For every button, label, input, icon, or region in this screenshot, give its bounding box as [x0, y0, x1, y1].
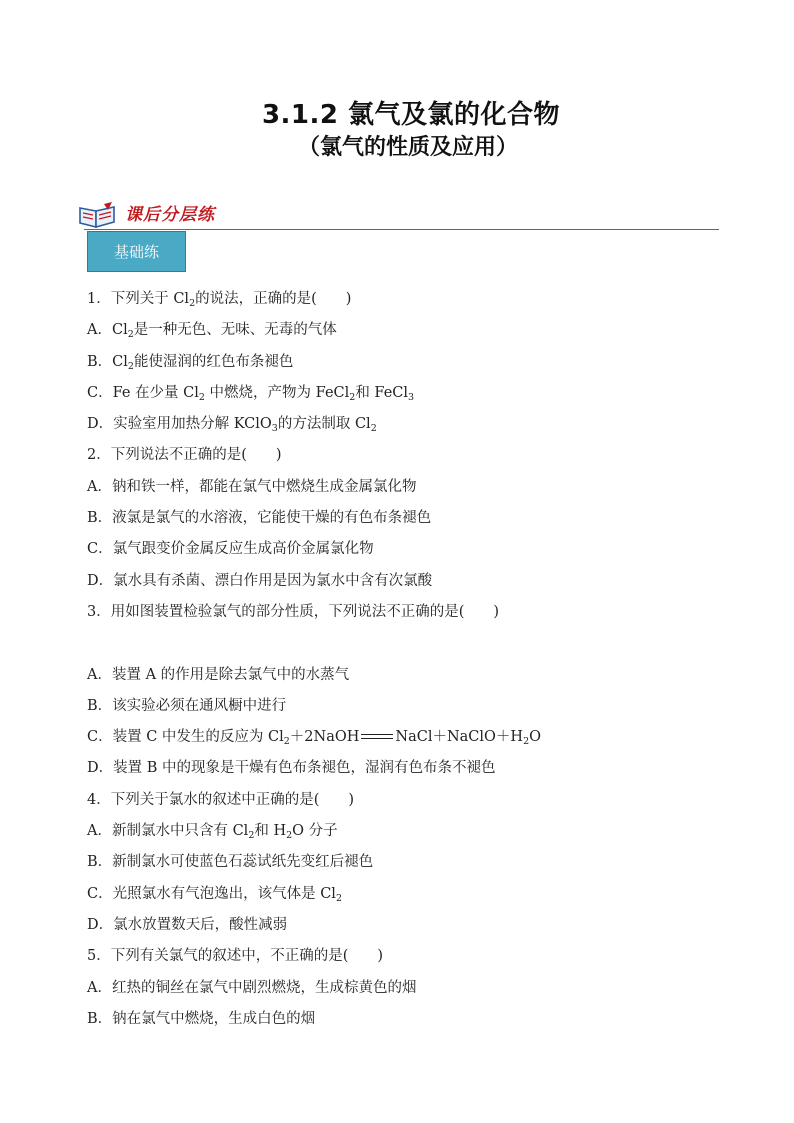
figure-placeholder: [87, 628, 727, 659]
question-stem: 4．下列关于氯水的叙述中正确的是( ): [87, 791, 355, 808]
option: B．新制氯水可使蓝色石蕊试纸先变红后褪色: [87, 854, 374, 871]
option: A．钠和铁一样，都能在氯气中燃烧生成金属氯化物: [87, 478, 417, 495]
option: C．装置 C 中发生的反应为 $Cl_2+2NaOH$ $NaCl+NaClO+H_2O$: [87, 729, 541, 748]
option: B．钠在氯气中燃烧，生成白色的烟: [87, 1010, 316, 1027]
option: D．氯水放置数天后，酸性减弱: [87, 916, 288, 933]
option: B．$Cl_2$能使湿润的红色布条褪色: [87, 353, 294, 372]
option: C．Fe 在少量 $Cl_2$ 中燃烧，产物为 FeCl$_2$和 FeCl$_3$: [87, 384, 415, 403]
option: D．氯水具有杀菌、漂白作用是因为氯水中含有次氯酸: [87, 572, 433, 589]
option: C．氯气跟变价金属反应生成高价金属氯化物: [87, 541, 374, 558]
section-divider: [84, 229, 719, 230]
question-stem: 1．下列关于 $Cl_2$的说法，正确的是( ): [87, 291, 352, 309]
option: C．光照氯水有气泡逸出，该气体是 $Cl_2$: [87, 885, 342, 904]
option: A．红热的铜丝在氯气中剧烈燃烧，生成棕黄色的烟: [87, 979, 417, 996]
option: D．实验室用加热分解 KClO$_3$的方法制取 $Cl_2$: [87, 416, 377, 435]
page-subtitle: （氯气的性质及应用）: [297, 135, 518, 160]
option: B．该实验必须在通风橱中进行: [87, 697, 287, 714]
option: A．装置 A 的作用是除去氯气中的水蒸气: [87, 666, 350, 683]
option: D．装置 B 中的现象是干燥有色布条褪色，湿润有色布条不褪色: [87, 760, 496, 777]
question-stem: 2．下列说法不正确的是( ): [87, 447, 282, 464]
page-title: 3.1.2 氯气及氯的化合物: [261, 100, 561, 130]
question-list: [87, 284, 727, 1035]
section-label: 课后分层练: [125, 205, 215, 225]
option: A．$Cl_2$是一种无色、无味、无毒的气体: [87, 322, 337, 341]
open-book-icon: [78, 202, 116, 228]
question-stem: 3．用如图装置检验氯气的部分性质，下列说法不正确的是( ): [87, 603, 500, 620]
question-stem: 5．下列有关氯气的叙述中，不正确的是( ): [87, 948, 384, 965]
tab-basic-practice[interactable]: 基础练: [87, 231, 186, 272]
option: B．液氯是氯气的水溶液，它能使干燥的有色布条褪色: [87, 510, 432, 527]
option: A．新制氯水中只含有 $Cl_2$和 $H_2O$ 分子: [87, 823, 338, 842]
